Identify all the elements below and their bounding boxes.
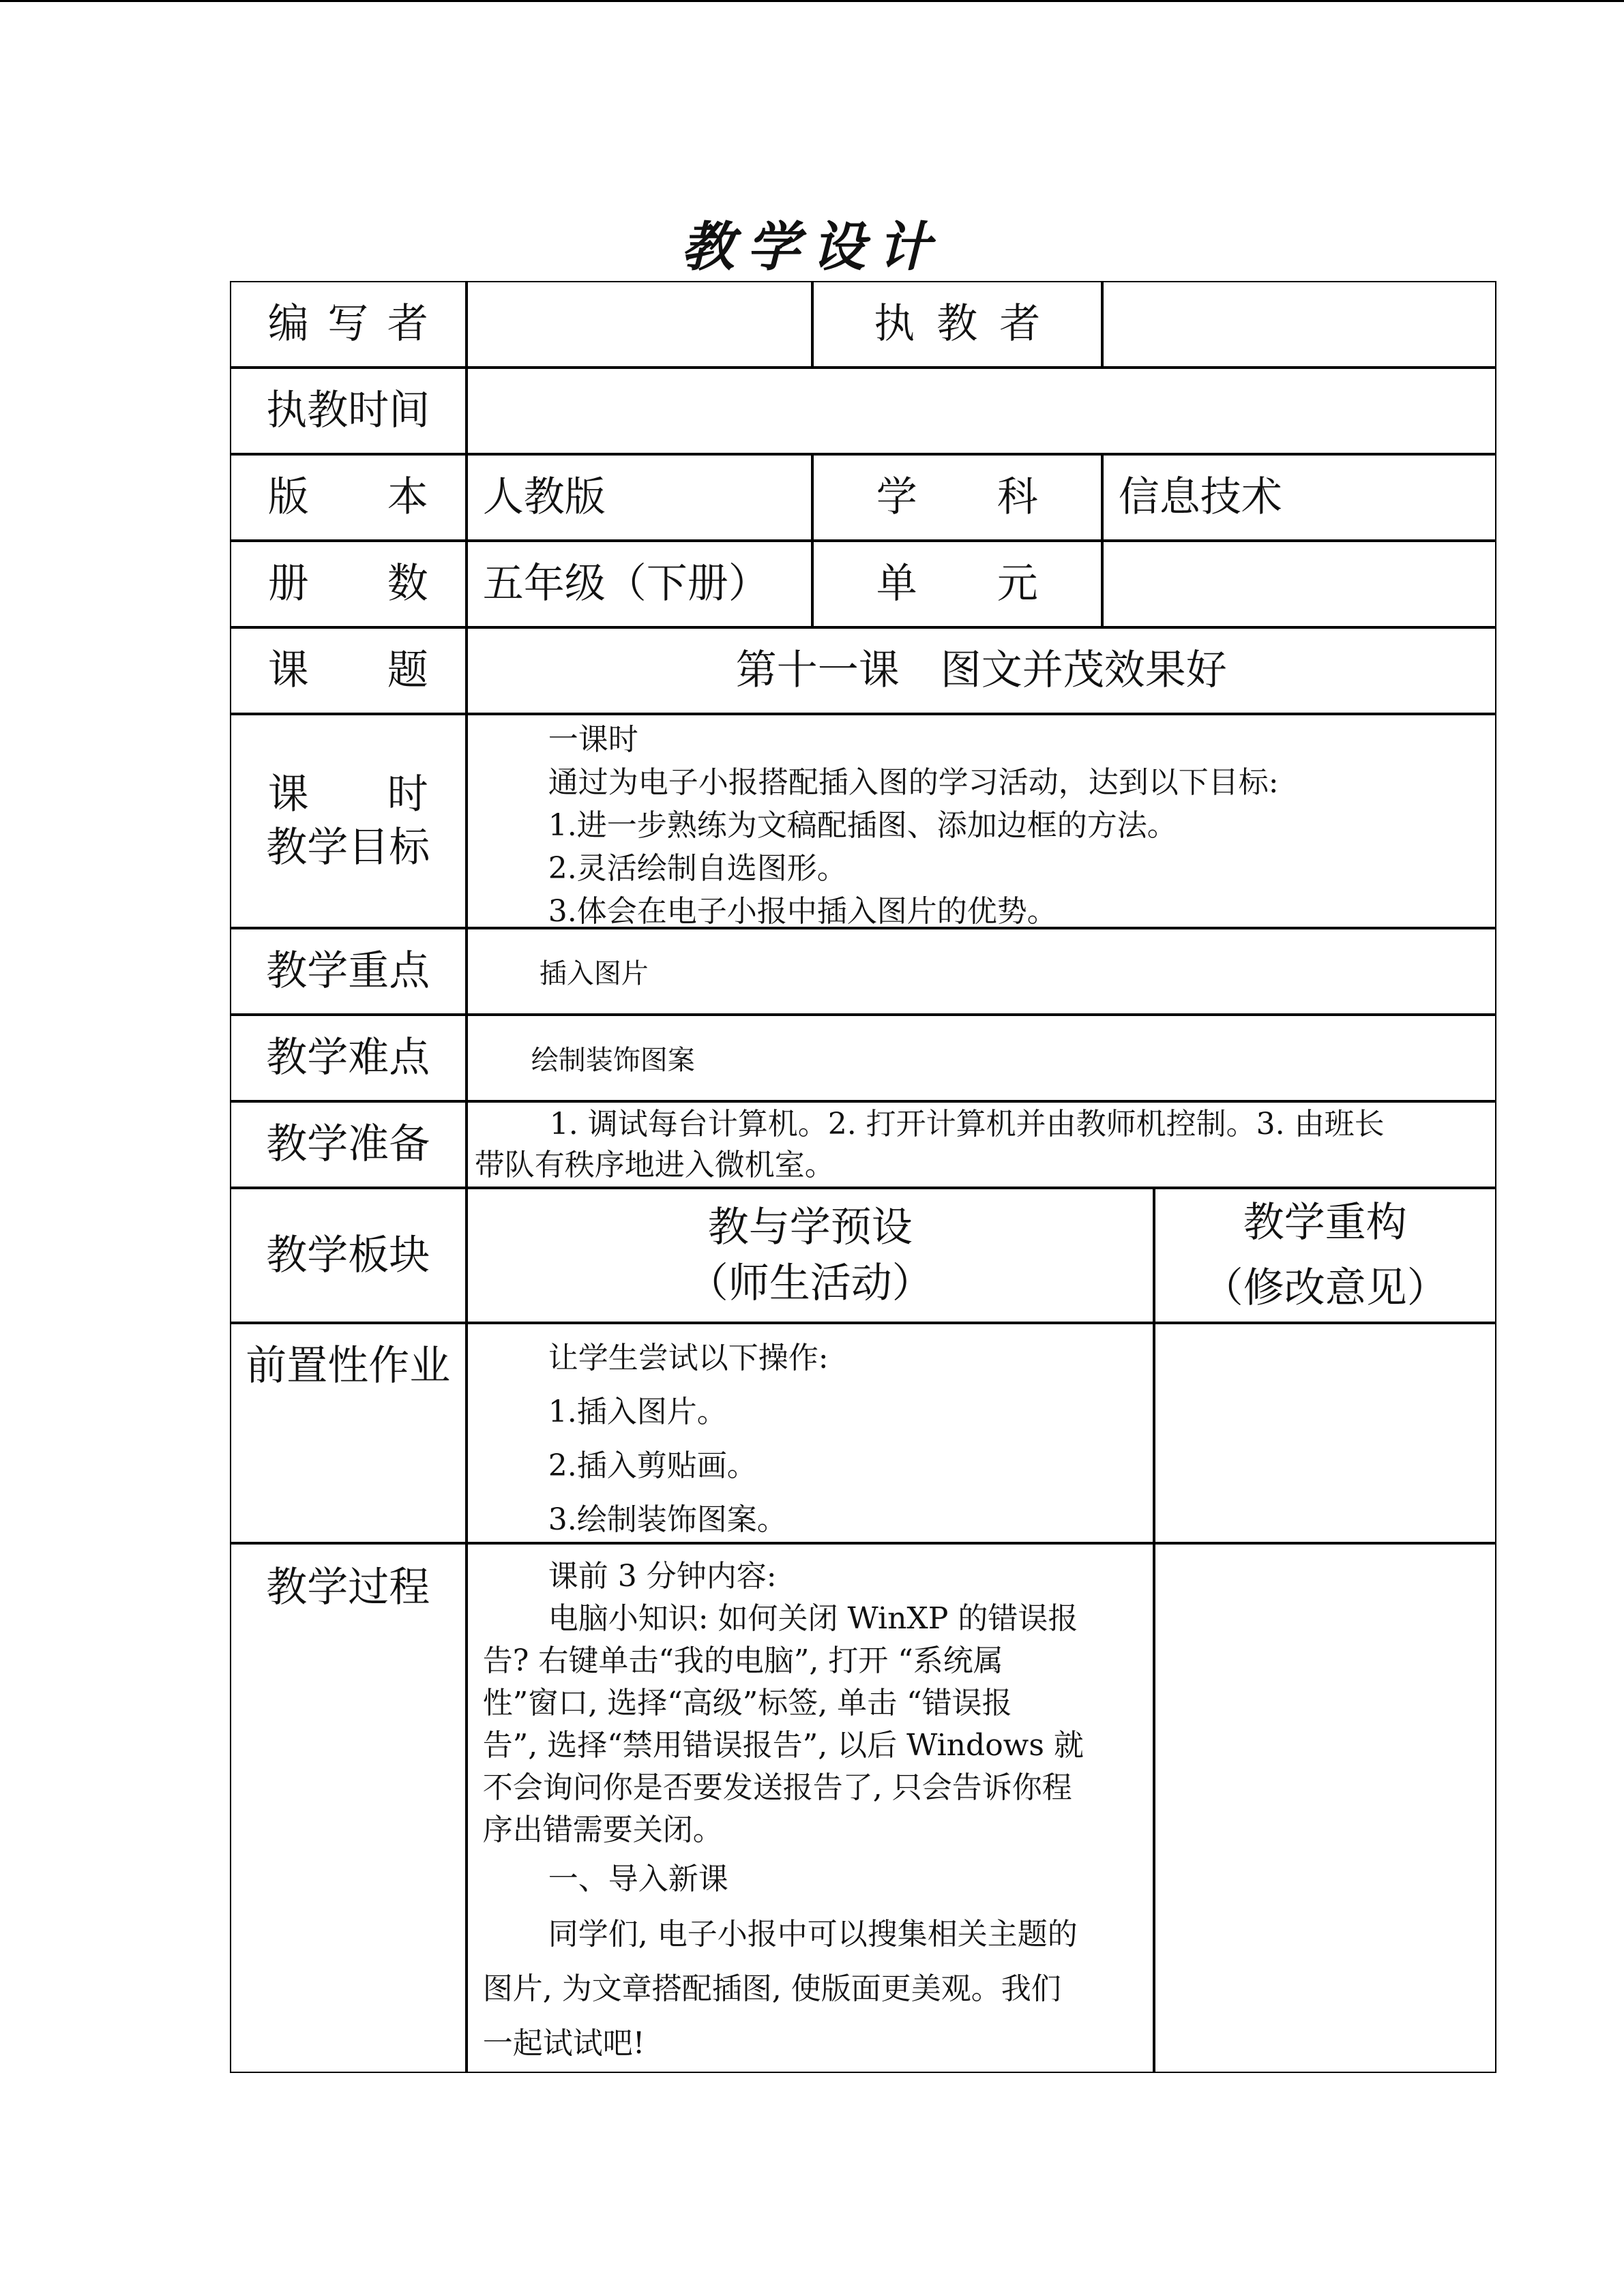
preparation-label: 教学准备	[230, 1101, 467, 1188]
objectives-text	[467, 714, 1496, 928]
subject-value: 信息技术	[1102, 454, 1496, 541]
page-title: 教学设计	[681, 216, 943, 278]
author-label-char-1: 编	[267, 300, 309, 348]
activity-header-line-2: （师生活动）	[687, 1259, 933, 1307]
topic-label-char-1: 课	[267, 646, 309, 695]
process-tip-line-6: 序出错需要关闭。	[482, 1812, 723, 1847]
process-tip-line-1: 电脑小知识: 如何关闭 WinXP 的错误报	[548, 1600, 1078, 1636]
process-body-line-2: 图片, 为文章搭配插图, 使版面更美观。我们	[482, 1971, 1061, 2006]
teacher-value	[1102, 281, 1496, 368]
process-body	[483, 1907, 1139, 2071]
homework-line-1: 让学生尝试以下操作:	[548, 1340, 829, 1375]
author-label	[230, 281, 467, 368]
process-body-line-3: 一起试试吧!	[482, 2025, 645, 2061]
objectives-label-line2: 教学目标	[266, 823, 430, 871]
preparation-line-1: 1. 调试每台计算机。2. 打开计算机并由教师机控制。3. 由班长	[549, 1106, 1385, 1142]
process-label: 教学过程	[230, 1543, 467, 2073]
topic-value: 第十一课 图文并茂效果好	[467, 627, 1496, 714]
revision-header-line-2: （修改意见）	[1202, 1264, 1448, 1312]
homework-revision	[1154, 1323, 1496, 1543]
topic-label-char-2: 题	[387, 646, 428, 695]
teacher-label	[812, 281, 1102, 368]
difficult-point-label: 教学难点	[230, 1015, 467, 1101]
objectives-line-2: 通过为电子小报搭配插入图的学习活动，达到以下目标:	[548, 764, 1279, 800]
teacher-label-char-3: 者	[999, 300, 1041, 348]
topic-label	[230, 627, 467, 714]
process-tip-line-2: 告? 右键单击“我的电脑”, 打开 “系统属	[482, 1643, 1003, 1678]
unit-label	[812, 541, 1102, 627]
objectives-label-char-1: 课	[267, 770, 309, 818]
key-point-value: 插入图片	[467, 928, 1496, 1015]
difficult-point-value: 绘制装饰图案	[467, 1015, 1496, 1101]
objectives-line-1: 一课时	[548, 721, 638, 757]
unit-value	[1102, 541, 1496, 627]
unit-label-char-1: 单	[876, 560, 917, 608]
version-value: 人教版	[467, 454, 812, 541]
section-column-header: 教学板块	[230, 1188, 467, 1323]
homework-line-2: 1.插入图片。	[548, 1394, 727, 1429]
homework-label: 前置性作业	[230, 1323, 467, 1543]
volume-label-char-1: 册	[267, 560, 309, 608]
objectives-line-3: 1.进一步熟练为文稿配插图、添加边框的方法。	[548, 807, 1177, 843]
teacher-label-char-1: 执	[874, 300, 915, 348]
homework-line-4: 3.绘制装饰图案。	[548, 1502, 787, 1537]
process-tip-line-5: 不会询问你是否要发送报告了, 只会告诉你程	[482, 1770, 1072, 1805]
author-value	[467, 281, 812, 368]
process-intro: 课前 3 分钟内容:	[548, 1558, 777, 1594]
key-point-label: 教学重点	[230, 928, 467, 1015]
time-value	[467, 368, 1496, 454]
time-label: 执教时间	[230, 368, 467, 454]
process-body-line-1: 同学们, 电子小报中可以搜集相关主题的	[548, 1916, 1078, 1952]
objectives-label-line1	[231, 768, 465, 821]
process-revision	[1154, 1543, 1496, 2073]
unit-label-char-2: 元	[996, 560, 1038, 608]
process-tip	[483, 1598, 1139, 1851]
subject-label-char-1: 学	[876, 473, 917, 522]
preparation-line-2: 带队有秩序地进入微机室。	[474, 1147, 835, 1182]
page-top-rule	[0, 0, 1624, 2]
objectives-label-char-2: 时	[387, 770, 428, 818]
author-label-char-2: 写	[327, 300, 369, 348]
subject-label-char-2: 科	[996, 473, 1038, 522]
version-label	[230, 454, 467, 541]
version-label-char-2: 本	[387, 473, 428, 522]
process-tip-line-3: 性”窗口, 选择“高级”标签, 单击 “错误报	[482, 1685, 1012, 1720]
teacher-label-char-2: 教	[936, 300, 978, 348]
revision-column-header	[1154, 1188, 1496, 1323]
author-label-char-3: 者	[387, 300, 428, 348]
preparation-text	[467, 1101, 1496, 1188]
homework-text	[467, 1323, 1154, 1543]
process-section-title: 一、导入新课	[548, 1861, 728, 1896]
volume-label-char-2: 数	[387, 560, 428, 608]
process-text	[467, 1543, 1154, 2073]
activity-column-header	[467, 1188, 1154, 1323]
objectives-label	[230, 714, 467, 928]
activity-header-line-1: 教与学预设	[707, 1203, 913, 1251]
version-label-char-1: 版	[267, 473, 309, 522]
homework-line-3: 2.插入剪贴画。	[548, 1448, 757, 1483]
volume-value: 五年级（下册）	[467, 541, 812, 627]
process-tip-line-4: 告”, 选择“禁用错误报告”, 以后 Windows 就	[482, 1727, 1084, 1763]
objectives-line-4: 2.灵活绘制自选图形。	[548, 850, 847, 886]
subject-label	[812, 454, 1102, 541]
objectives-line-5: 3.体会在电子小报中插入图片的优势。	[548, 893, 1057, 929]
revision-header-line-1: 教学重构	[1243, 1198, 1407, 1247]
volume-label	[230, 541, 467, 627]
